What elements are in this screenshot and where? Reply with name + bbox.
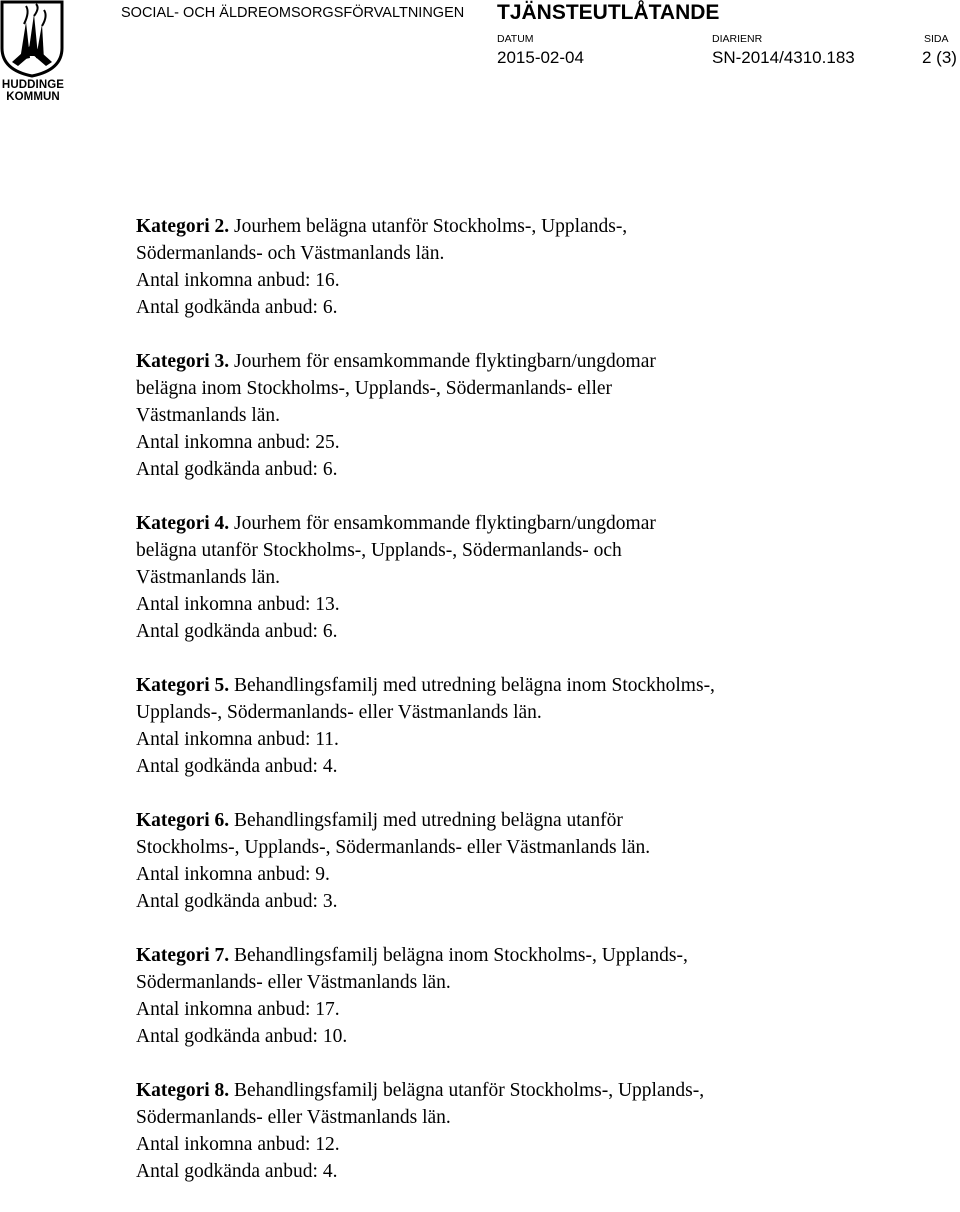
received-bids: Antal inkomna anbud: 11. bbox=[136, 729, 339, 750]
received-bids: Antal inkomna anbud: 12. bbox=[136, 1134, 340, 1155]
category-title: Kategori 6. Behandlingsfamilj med utredning belägna utanför bbox=[136, 810, 623, 831]
category-number: Kategori 4. bbox=[136, 513, 230, 534]
category-title-cont: belägna inom Stockholms-, Upplands-, Södermanlands- eller bbox=[136, 378, 613, 399]
category-title: Kategori 8. Behandlingsfamilj belägna utanför Stockholms-, Upplands-, bbox=[136, 1080, 705, 1101]
logo-text bbox=[0, 79, 66, 103]
approved-bids: Antal godkända anbud: 4. bbox=[136, 1161, 338, 1182]
approved-bids: Antal godkända anbud: 6. bbox=[136, 621, 338, 642]
logo-text-line2: KOMMUN bbox=[6, 91, 60, 103]
document-type: TJÄNSTEUTLÅTANDE bbox=[497, 1, 720, 24]
category-title-cont: belägna utanför Stockholms-, Upplands-, Södermanlands- och bbox=[136, 540, 622, 561]
received-bids: Antal inkomna anbud: 17. bbox=[136, 999, 340, 1020]
document-body bbox=[136, 213, 936, 1212]
approved-bids: Antal godkända anbud: 4. bbox=[136, 756, 338, 777]
category-7 bbox=[136, 942, 936, 1050]
category-6 bbox=[136, 807, 936, 915]
page-label: SIDA bbox=[924, 33, 949, 45]
category-number: Kategori 7. bbox=[136, 945, 230, 966]
category-4 bbox=[136, 510, 936, 645]
category-title: Kategori 2. Jourhem belägna utanför Stockholms-, Upplands-, bbox=[136, 216, 628, 237]
category-number: Kategori 3. bbox=[136, 351, 230, 372]
category-title: Kategori 4. Jourhem för ensamkommande flyktingbarn/ungdomar bbox=[136, 513, 656, 534]
category-title-cont: Västmanlands län. bbox=[136, 567, 281, 588]
category-title-cont: Södermanlands- eller Västmanlands län. bbox=[136, 972, 451, 993]
category-title-cont: Södermanlands- och Västmanlands län. bbox=[136, 243, 445, 264]
category-5 bbox=[136, 672, 936, 780]
category-title-cont: Södermanlands- eller Västmanlands län. bbox=[136, 1107, 451, 1128]
received-bids: Antal inkomna anbud: 25. bbox=[136, 432, 340, 453]
logo-text-line1: HUDDINGE bbox=[1, 79, 65, 91]
diary-value: SN-2014/4310.183 bbox=[712, 48, 855, 67]
coat-of-arms-icon bbox=[0, 0, 64, 78]
approved-bids: Antal godkända anbud: 6. bbox=[136, 297, 338, 318]
category-number: Kategori 5. bbox=[136, 675, 230, 696]
category-number: Kategori 8. bbox=[136, 1080, 230, 1101]
category-title-cont: Västmanlands län. bbox=[136, 405, 281, 426]
category-title-cont: Stockholms-, Upplands-, Södermanlands- eller Västmanlands län. bbox=[136, 837, 651, 858]
approved-bids: Antal godkända anbud: 3. bbox=[136, 891, 338, 912]
received-bids: Antal inkomna anbud: 13. bbox=[136, 594, 340, 615]
diary-label: DIARIENR bbox=[712, 33, 763, 45]
category-title: Kategori 7. Behandlingsfamilj belägna inom Stockholms-, Upplands-, bbox=[136, 945, 688, 966]
category-number: Kategori 6. bbox=[136, 810, 230, 831]
date-label: DATUM bbox=[497, 33, 534, 45]
category-2 bbox=[136, 213, 936, 321]
date-value: 2015-02-04 bbox=[497, 48, 584, 67]
approved-bids: Antal godkända anbud: 6. bbox=[136, 459, 338, 480]
received-bids: Antal inkomna anbud: 9. bbox=[136, 864, 330, 885]
category-8 bbox=[136, 1077, 936, 1185]
approved-bids: Antal godkända anbud: 10. bbox=[136, 1026, 348, 1047]
received-bids: Antal inkomna anbud: 16. bbox=[136, 270, 340, 291]
category-title-cont: Upplands-, Södermanlands- eller Västmanlands län. bbox=[136, 702, 542, 723]
page-value: 2 (3) bbox=[922, 48, 957, 67]
category-title: Kategori 5. Behandlingsfamilj med utredning belägna inom Stockholms-, bbox=[136, 675, 715, 696]
category-3 bbox=[136, 348, 936, 483]
category-number: Kategori 2. bbox=[136, 216, 230, 237]
category-title: Kategori 3. Jourhem för ensamkommande flyktingbarn/ungdomar bbox=[136, 351, 656, 372]
organization-name: SOCIAL- OCH ÄLDREOMSORGSFÖRVALTNINGEN bbox=[121, 5, 465, 21]
